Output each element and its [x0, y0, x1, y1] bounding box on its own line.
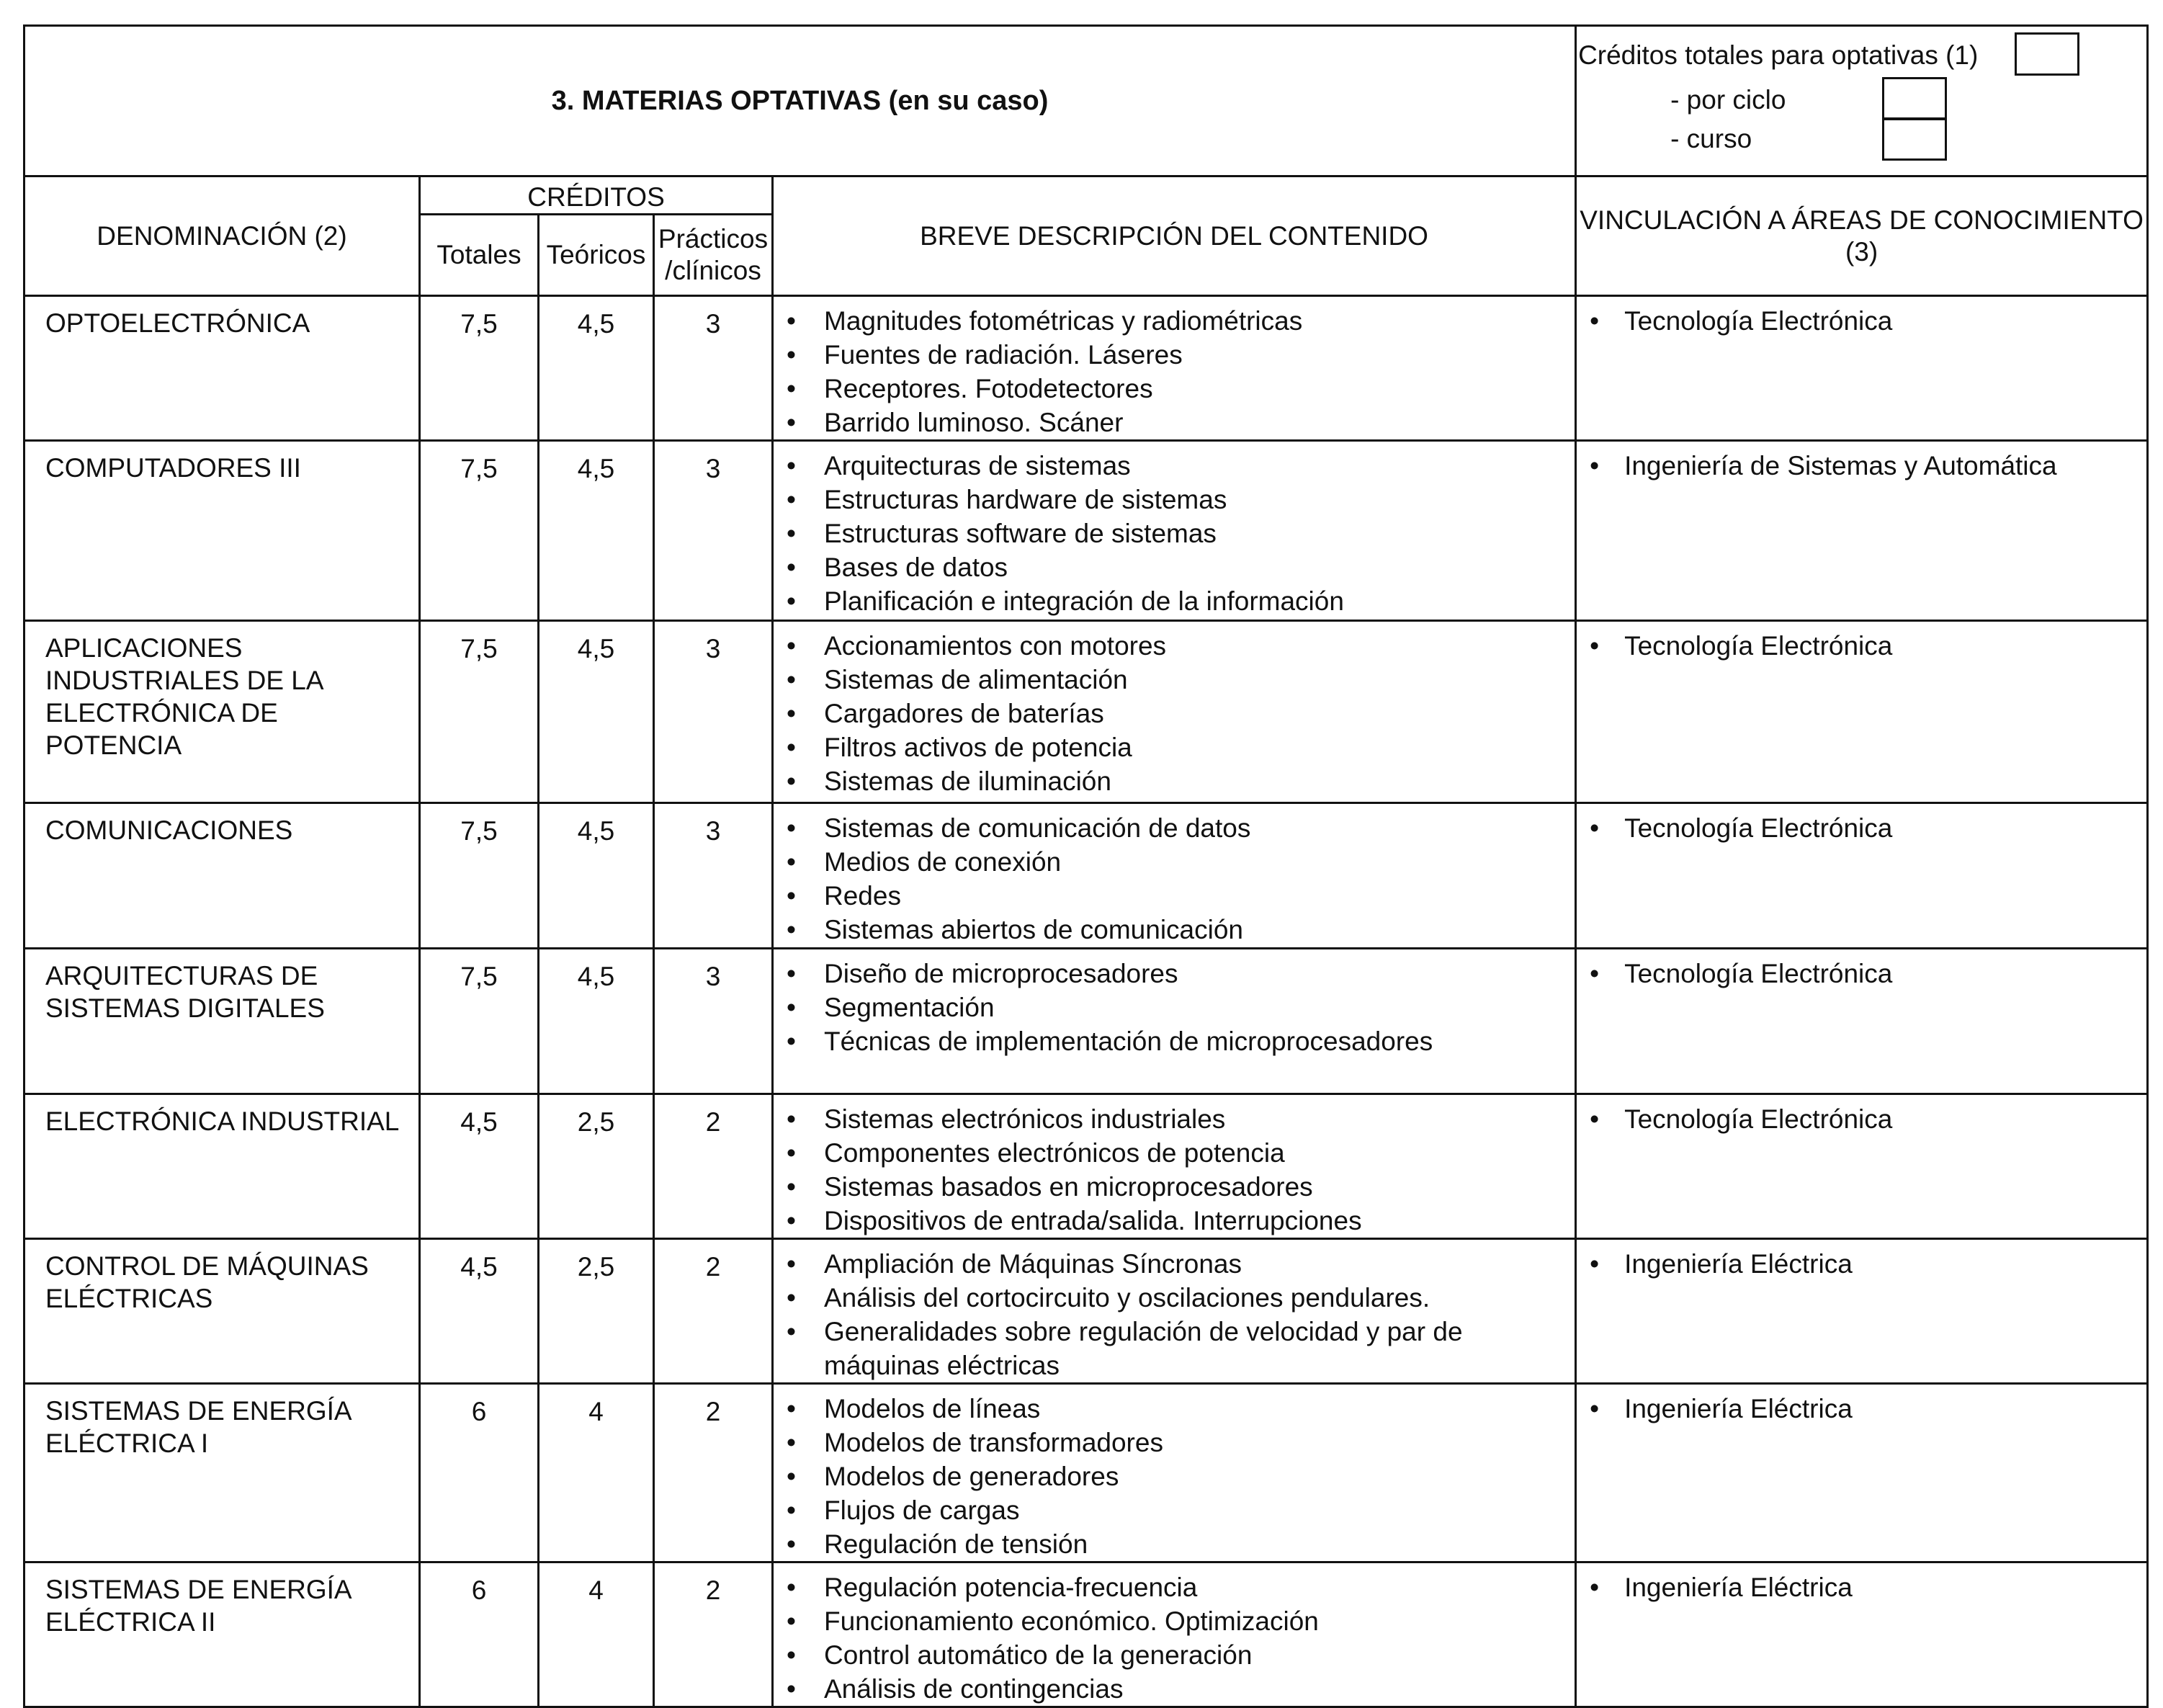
- content-list: [774, 1392, 1567, 1561]
- content-item: • Regulación de tensión: [774, 1527, 1567, 1561]
- content-description: [773, 1562, 1576, 1707]
- content-description: [773, 1384, 1576, 1562]
- content-item: • Sistemas basados en microprocesadores: [774, 1170, 1567, 1204]
- content-item: • Análisis del cortocircuito y oscilaciones pendulares.: [774, 1281, 1567, 1315]
- total-credits-label: Créditos totales para optativas (1): [1578, 40, 1979, 70]
- curso-box: [1882, 117, 1947, 161]
- area-item: • Tecnología Electrónica: [1577, 1102, 2139, 1136]
- content-list: [774, 957, 1567, 1058]
- document-page: [23, 24, 2146, 1708]
- credits-teoricos: 4: [539, 1562, 654, 1707]
- content-list: [774, 629, 1567, 798]
- subject-name: ELECTRÓNICA INDUSTRIAL: [24, 1094, 420, 1239]
- credits-totales: 7,5: [420, 803, 539, 949]
- credits-totales: 7,5: [420, 621, 539, 803]
- area-item: • Ingeniería Eléctrica: [1577, 1570, 2139, 1604]
- area-list: [1577, 449, 2139, 483]
- credits-totales: 6: [420, 1384, 539, 1562]
- knowledge-area: [1576, 949, 2148, 1094]
- content-item: • Flujos de cargas: [774, 1493, 1567, 1527]
- table-row: [24, 1562, 2148, 1707]
- curso-line: [1577, 122, 2146, 166]
- area-list: [1577, 1570, 2139, 1604]
- totales-header: Totales: [420, 215, 539, 296]
- creditos-header: CRÉDITOS: [420, 176, 773, 215]
- por-ciclo-label: - por ciclo: [1670, 85, 1786, 115]
- content-item: • Regulación potencia-frecuencia: [774, 1570, 1567, 1604]
- content-description: [773, 803, 1576, 949]
- subject-name: COMUNICACIONES: [24, 803, 420, 949]
- content-item: • Componentes electrónicos de potencia: [774, 1136, 1567, 1170]
- vinculacion-header: VINCULACIÓN A ÁREAS DE CONOCIMIENTO (3): [1576, 176, 2148, 296]
- area-item: • Tecnología Electrónica: [1577, 629, 2139, 663]
- area-item: • Tecnología Electrónica: [1577, 811, 2139, 845]
- title-row: [24, 26, 2148, 176]
- knowledge-area: [1576, 1239, 2148, 1384]
- content-item: • Técnicas de implementación de microprocesadores: [774, 1024, 1567, 1058]
- credits-teoricos: 4,5: [539, 949, 654, 1094]
- header-row-1: [24, 176, 2148, 215]
- subject-name: SISTEMAS DE ENERGÍA ELÉCTRICA II: [24, 1562, 420, 1707]
- content-list: [774, 1247, 1567, 1382]
- area-list: [1577, 957, 2139, 991]
- total-credits-box: [2015, 32, 2079, 76]
- optativas-credits-summary: [1576, 26, 2148, 176]
- table-row: [24, 621, 2148, 803]
- credits-teoricos: 4,5: [539, 621, 654, 803]
- section-title: 3. MATERIAS OPTATIVAS (en su caso): [24, 26, 1576, 176]
- credits-totales: 6: [420, 1562, 539, 1707]
- knowledge-area: [1576, 803, 2148, 949]
- area-item: • Tecnología Electrónica: [1577, 304, 2139, 338]
- subject-name: CONTROL DE MÁQUINAS ELÉCTRICAS: [24, 1239, 420, 1384]
- area-list: [1577, 1247, 2139, 1281]
- subject-name: SISTEMAS DE ENERGÍA ELÉCTRICA I: [24, 1384, 420, 1562]
- content-item: • Generalidades sobre regulación de velocidad y par de máquinas eléctricas: [774, 1315, 1567, 1382]
- content-item: • Filtros activos de potencia: [774, 730, 1567, 764]
- area-item: • Ingeniería Eléctrica: [1577, 1247, 2139, 1281]
- curso-label: - curso: [1670, 124, 1752, 153]
- credits-practicos: 3: [654, 803, 773, 949]
- table-row: [24, 1094, 2148, 1239]
- knowledge-area: [1576, 1562, 2148, 1707]
- content-item: • Sistemas de comunicación de datos: [774, 811, 1567, 845]
- content-item: • Magnitudes fotométricas y radiométricas: [774, 304, 1567, 338]
- credits-totales: 7,5: [420, 441, 539, 621]
- content-item: • Fuentes de radiación. Láseres: [774, 338, 1567, 372]
- content-item: • Funcionamiento económico. Optimización: [774, 1604, 1567, 1638]
- por-ciclo-box: [1882, 77, 1947, 120]
- content-item: • Control automático de la generación: [774, 1638, 1567, 1672]
- optativas-table: [23, 24, 2149, 1708]
- credits-teoricos: 2,5: [539, 1239, 654, 1384]
- credits-teoricos: 4,5: [539, 803, 654, 949]
- knowledge-area: [1576, 1384, 2148, 1562]
- credits-teoricos: 2,5: [539, 1094, 654, 1239]
- area-item: • Ingeniería Eléctrica: [1577, 1392, 2139, 1426]
- credits-totales: 7,5: [420, 949, 539, 1094]
- content-description: [773, 1094, 1576, 1239]
- content-list: [774, 304, 1567, 439]
- area-list: [1577, 304, 2139, 338]
- table-row: [24, 1239, 2148, 1384]
- descripcion-header: BREVE DESCRIPCIÓN DEL CONTENIDO: [773, 176, 1576, 296]
- credits-teoricos: 4,5: [539, 441, 654, 621]
- credits-practicos: 2: [654, 1239, 773, 1384]
- table-row: [24, 1384, 2148, 1562]
- practicos-header: Prácticos /clínicos: [654, 215, 773, 296]
- content-item: • Modelos de transformadores: [774, 1426, 1567, 1459]
- subject-name: APLICACIONES INDUSTRIALES DE LA ELECTRÓNICA DE POTENCIA: [24, 621, 420, 803]
- credits-practicos: 2: [654, 1094, 773, 1239]
- subject-name: OPTOELECTRÓNICA: [24, 296, 420, 441]
- content-item: • Sistemas de iluminación: [774, 764, 1567, 798]
- content-item: • Segmentación: [774, 991, 1567, 1024]
- content-list: [774, 1570, 1567, 1706]
- credits-teoricos: 4,5: [539, 296, 654, 441]
- content-description: [773, 621, 1576, 803]
- content-item: • Barrido luminoso. Scáner: [774, 406, 1567, 439]
- por-ciclo-line: [1577, 77, 2146, 122]
- content-list: [774, 811, 1567, 947]
- area-list: [1577, 1102, 2139, 1136]
- knowledge-area: [1576, 1094, 2148, 1239]
- area-list: [1577, 629, 2139, 663]
- table-row: [24, 803, 2148, 949]
- content-list: [774, 1102, 1567, 1238]
- content-item: • Ampliación de Máquinas Síncronas: [774, 1247, 1567, 1281]
- content-item: • Dispositivos de entrada/salida. Interrupciones: [774, 1204, 1567, 1238]
- teoricos-header: Teóricos: [539, 215, 654, 296]
- total-credits-line: [1577, 32, 2146, 77]
- content-item: • Medios de conexión: [774, 845, 1567, 879]
- content-item: • Accionamientos con motores: [774, 629, 1567, 663]
- credits-totales: 4,5: [420, 1239, 539, 1384]
- content-item: • Análisis de contingencias: [774, 1672, 1567, 1706]
- content-item: • Redes: [774, 879, 1567, 913]
- knowledge-area: [1576, 296, 2148, 441]
- content-item: • Sistemas abiertos de comunicación: [774, 913, 1567, 947]
- credits-practicos: 3: [654, 949, 773, 1094]
- content-item: • Sistemas electrónicos industriales: [774, 1102, 1567, 1136]
- table-row: [24, 441, 2148, 621]
- content-item: • Modelos de líneas: [774, 1392, 1567, 1426]
- subject-name: ARQUITECTURAS DE SISTEMAS DIGITALES: [24, 949, 420, 1094]
- credits-practicos: 3: [654, 441, 773, 621]
- content-description: [773, 441, 1576, 621]
- content-item: • Planificación e integración de la información: [774, 584, 1567, 618]
- credits-totales: 7,5: [420, 296, 539, 441]
- content-description: [773, 1239, 1576, 1384]
- knowledge-area: [1576, 621, 2148, 803]
- table-row: [24, 949, 2148, 1094]
- credits-practicos: 2: [654, 1384, 773, 1562]
- content-list: [774, 449, 1567, 618]
- area-item: • Tecnología Electrónica: [1577, 957, 2139, 991]
- credits-practicos: 3: [654, 296, 773, 441]
- table-row: [24, 296, 2148, 441]
- content-item: • Estructuras hardware de sistemas: [774, 483, 1567, 517]
- credits-teoricos: 4: [539, 1384, 654, 1562]
- content-item: • Arquitecturas de sistemas: [774, 449, 1567, 483]
- content-item: • Receptores. Fotodetectores: [774, 372, 1567, 406]
- area-list: [1577, 1392, 2139, 1426]
- denominacion-header: DENOMINACIÓN (2): [24, 176, 420, 296]
- knowledge-area: [1576, 441, 2148, 621]
- area-item: • Ingeniería de Sistemas y Automática: [1577, 449, 2139, 483]
- subject-name: COMPUTADORES III: [24, 441, 420, 621]
- content-item: • Cargadores de baterías: [774, 697, 1567, 730]
- content-item: • Diseño de microprocesadores: [774, 957, 1567, 991]
- area-list: [1577, 811, 2139, 845]
- content-item: • Modelos de generadores: [774, 1459, 1567, 1493]
- content-description: [773, 296, 1576, 441]
- credits-practicos: 2: [654, 1562, 773, 1707]
- credits-practicos: 3: [654, 621, 773, 803]
- content-description: [773, 949, 1576, 1094]
- content-item: • Bases de datos: [774, 550, 1567, 584]
- content-item: • Estructuras software de sistemas: [774, 517, 1567, 550]
- content-item: • Sistemas de alimentación: [774, 663, 1567, 697]
- credits-totales: 4,5: [420, 1094, 539, 1239]
